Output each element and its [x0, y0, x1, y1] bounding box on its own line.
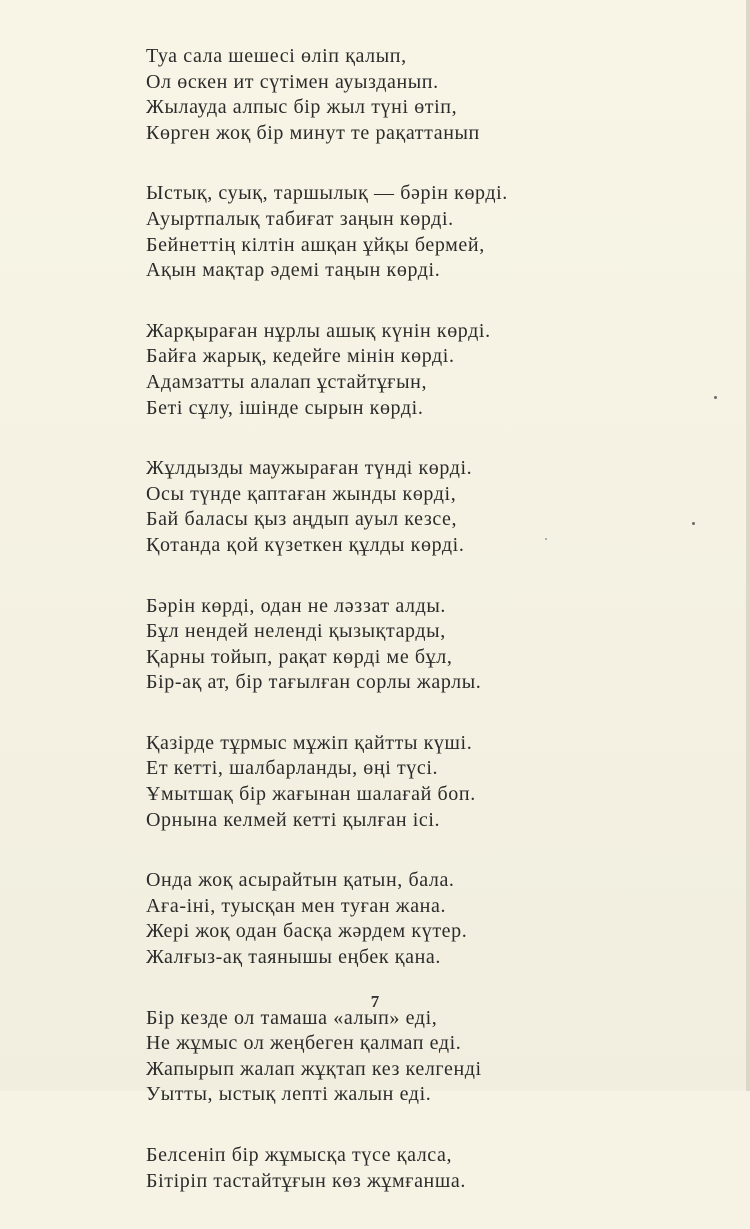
print-speck	[692, 522, 695, 525]
poem-line: Көрген жоқ бір минут те рақаттанып	[146, 121, 480, 144]
stanza	[146, 731, 706, 833]
poem-line: Уытты, ыстық лепті жалын еді.	[146, 1083, 432, 1106]
poem-line: Қазірде тұрмыс мұжіп қайтты күші.	[146, 731, 473, 754]
poem-text	[146, 44, 706, 1229]
poem-line: Бейнеттің кілтін ашқан ұйқы бермей,	[146, 233, 485, 256]
poem-line: Беті сұлу, ішінде сырын көрді.	[146, 396, 424, 419]
poem-line: Туа сала шешесі өліп қалып,	[146, 45, 407, 67]
poem-line: Бір кезде ол тамаша «алып» еді,	[146, 1006, 438, 1029]
stanza	[146, 181, 706, 283]
poem-line: Орнына келмей кетті қылған ісі.	[146, 808, 441, 831]
stanza	[146, 594, 706, 696]
poem-line: Жалғыз-ақ таянышы еңбек қана.	[146, 946, 441, 969]
poem-line: Жарқыраған нұрлы ашық күнін көрді.	[146, 319, 491, 342]
stanza	[146, 456, 706, 558]
page-number: 7	[370, 992, 380, 1011]
poem-line: Бұл нендей неленді қызықтарды,	[146, 620, 446, 643]
poem-line: Бәрін көрді, одан не ләззат алды.	[146, 594, 447, 617]
poem-line: Бітіріп тастайтұғын көз жұмғанша.	[146, 1169, 466, 1192]
poem-line: Ет кетті, шалбарланды, өңі түсі.	[146, 757, 439, 780]
print-speck	[714, 396, 717, 399]
poem-line: Белсеніп бір жұмысқа түсе қалса,	[146, 1144, 453, 1166]
poem-line: Онда жоқ асырайтын қатын, бала.	[146, 869, 455, 892]
poem-line: Бір-ақ ат, бір тағылған сорлы жарлы.	[146, 671, 482, 694]
poem-line: Осы түнде қаптаған жынды көрді,	[146, 482, 457, 505]
poem-line: Қотанда қой күзеткен құлды көрді.	[146, 533, 465, 556]
poem-line: Бай баласы қыз аңдып ауыл кезсе,	[146, 508, 458, 531]
poem-line: Қарны тойып, рақат көрді ме бұл,	[146, 645, 453, 668]
print-speck	[545, 538, 547, 540]
poem-line: Ыстық, суық, таршылық — бәрін көрді.	[146, 182, 508, 205]
poem-line: Не жұмыс ол жеңбеген қалмап еді.	[146, 1032, 462, 1055]
poem-line: Жапырып жалап жұқтап кез келгенді	[146, 1057, 482, 1080]
poem-line: Ұмытшақ бір жағынан шалағай боп.	[146, 783, 476, 806]
poem-line: Жері жоқ одан басқа жәрдем күтер.	[146, 920, 468, 943]
stanza	[146, 44, 706, 146]
poem-line: Жылауда алпыс бір жыл түні өтіп,	[146, 96, 458, 119]
poem-line: Аға-іні, туысқан мен туған жана.	[146, 894, 447, 917]
stanza	[146, 319, 706, 421]
page-edge	[746, 0, 750, 1091]
poem-line: Ақын мақтар әдемі таңын көрді.	[146, 259, 441, 282]
stanza	[146, 868, 706, 970]
poem-line: Ауыртпалық табиғат заңын көрді.	[146, 207, 454, 230]
poem-line: Байға жарық, кедейге мінін көрді.	[146, 345, 455, 368]
poem-line: Адамзатты алалап ұстайтұғын,	[146, 370, 428, 393]
stanza	[146, 1006, 706, 1108]
stanza	[146, 1143, 706, 1194]
poem-line: Жұлдызды маужыраған түнді көрді.	[146, 457, 473, 480]
poem-line: Ол өскен ит сүтімен ауызданып.	[146, 70, 439, 93]
